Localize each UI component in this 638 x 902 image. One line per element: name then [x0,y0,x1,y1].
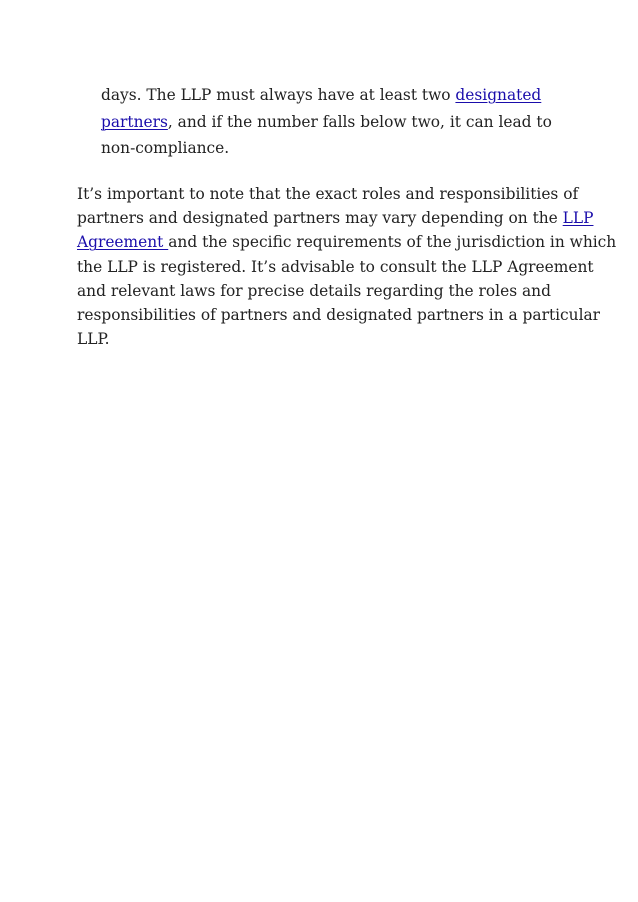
list-item-continuation [101,82,571,162]
text-line [101,135,571,162]
text-segment: the LLP is registered. It’s advisable to consult the LLP Agreement [77,257,594,276]
text-segment: non-compliance. [101,139,230,157]
text-segment: , and if the number falls below two, it can lead to [167,112,552,131]
text-line [77,303,601,327]
text-segment: and relevant laws for precise details regarding the roles and [77,281,551,300]
text-line [101,82,571,109]
text-segment: LLP. [77,330,110,349]
llp-agreement-link[interactable]: LLP [562,209,594,228]
text-line [77,255,594,279]
text-line [77,230,617,254]
designated-partners-link-continuation[interactable]: partners [101,112,168,131]
llp-agreement-link-continuation[interactable]: Agreement [77,233,169,252]
text-segment: responsibilities of partners and designated partners in a particular [77,306,601,325]
text-line [77,182,579,206]
body-paragraph [77,182,617,351]
text-segment: and the specific requirements of the jurisdiction in which [168,233,617,252]
text-line [77,327,572,351]
designated-partners-link[interactable]: designated [455,86,542,104]
text-segment: It’s important to note that the exact roles and responsibilities of [77,185,579,203]
text-segment: partners and designated partners may vary depending on the [77,209,563,228]
text-segment: days. The LLP must always have at least two [101,86,456,104]
text-line [77,206,594,230]
text-line [101,109,571,136]
text-line [77,279,572,303]
